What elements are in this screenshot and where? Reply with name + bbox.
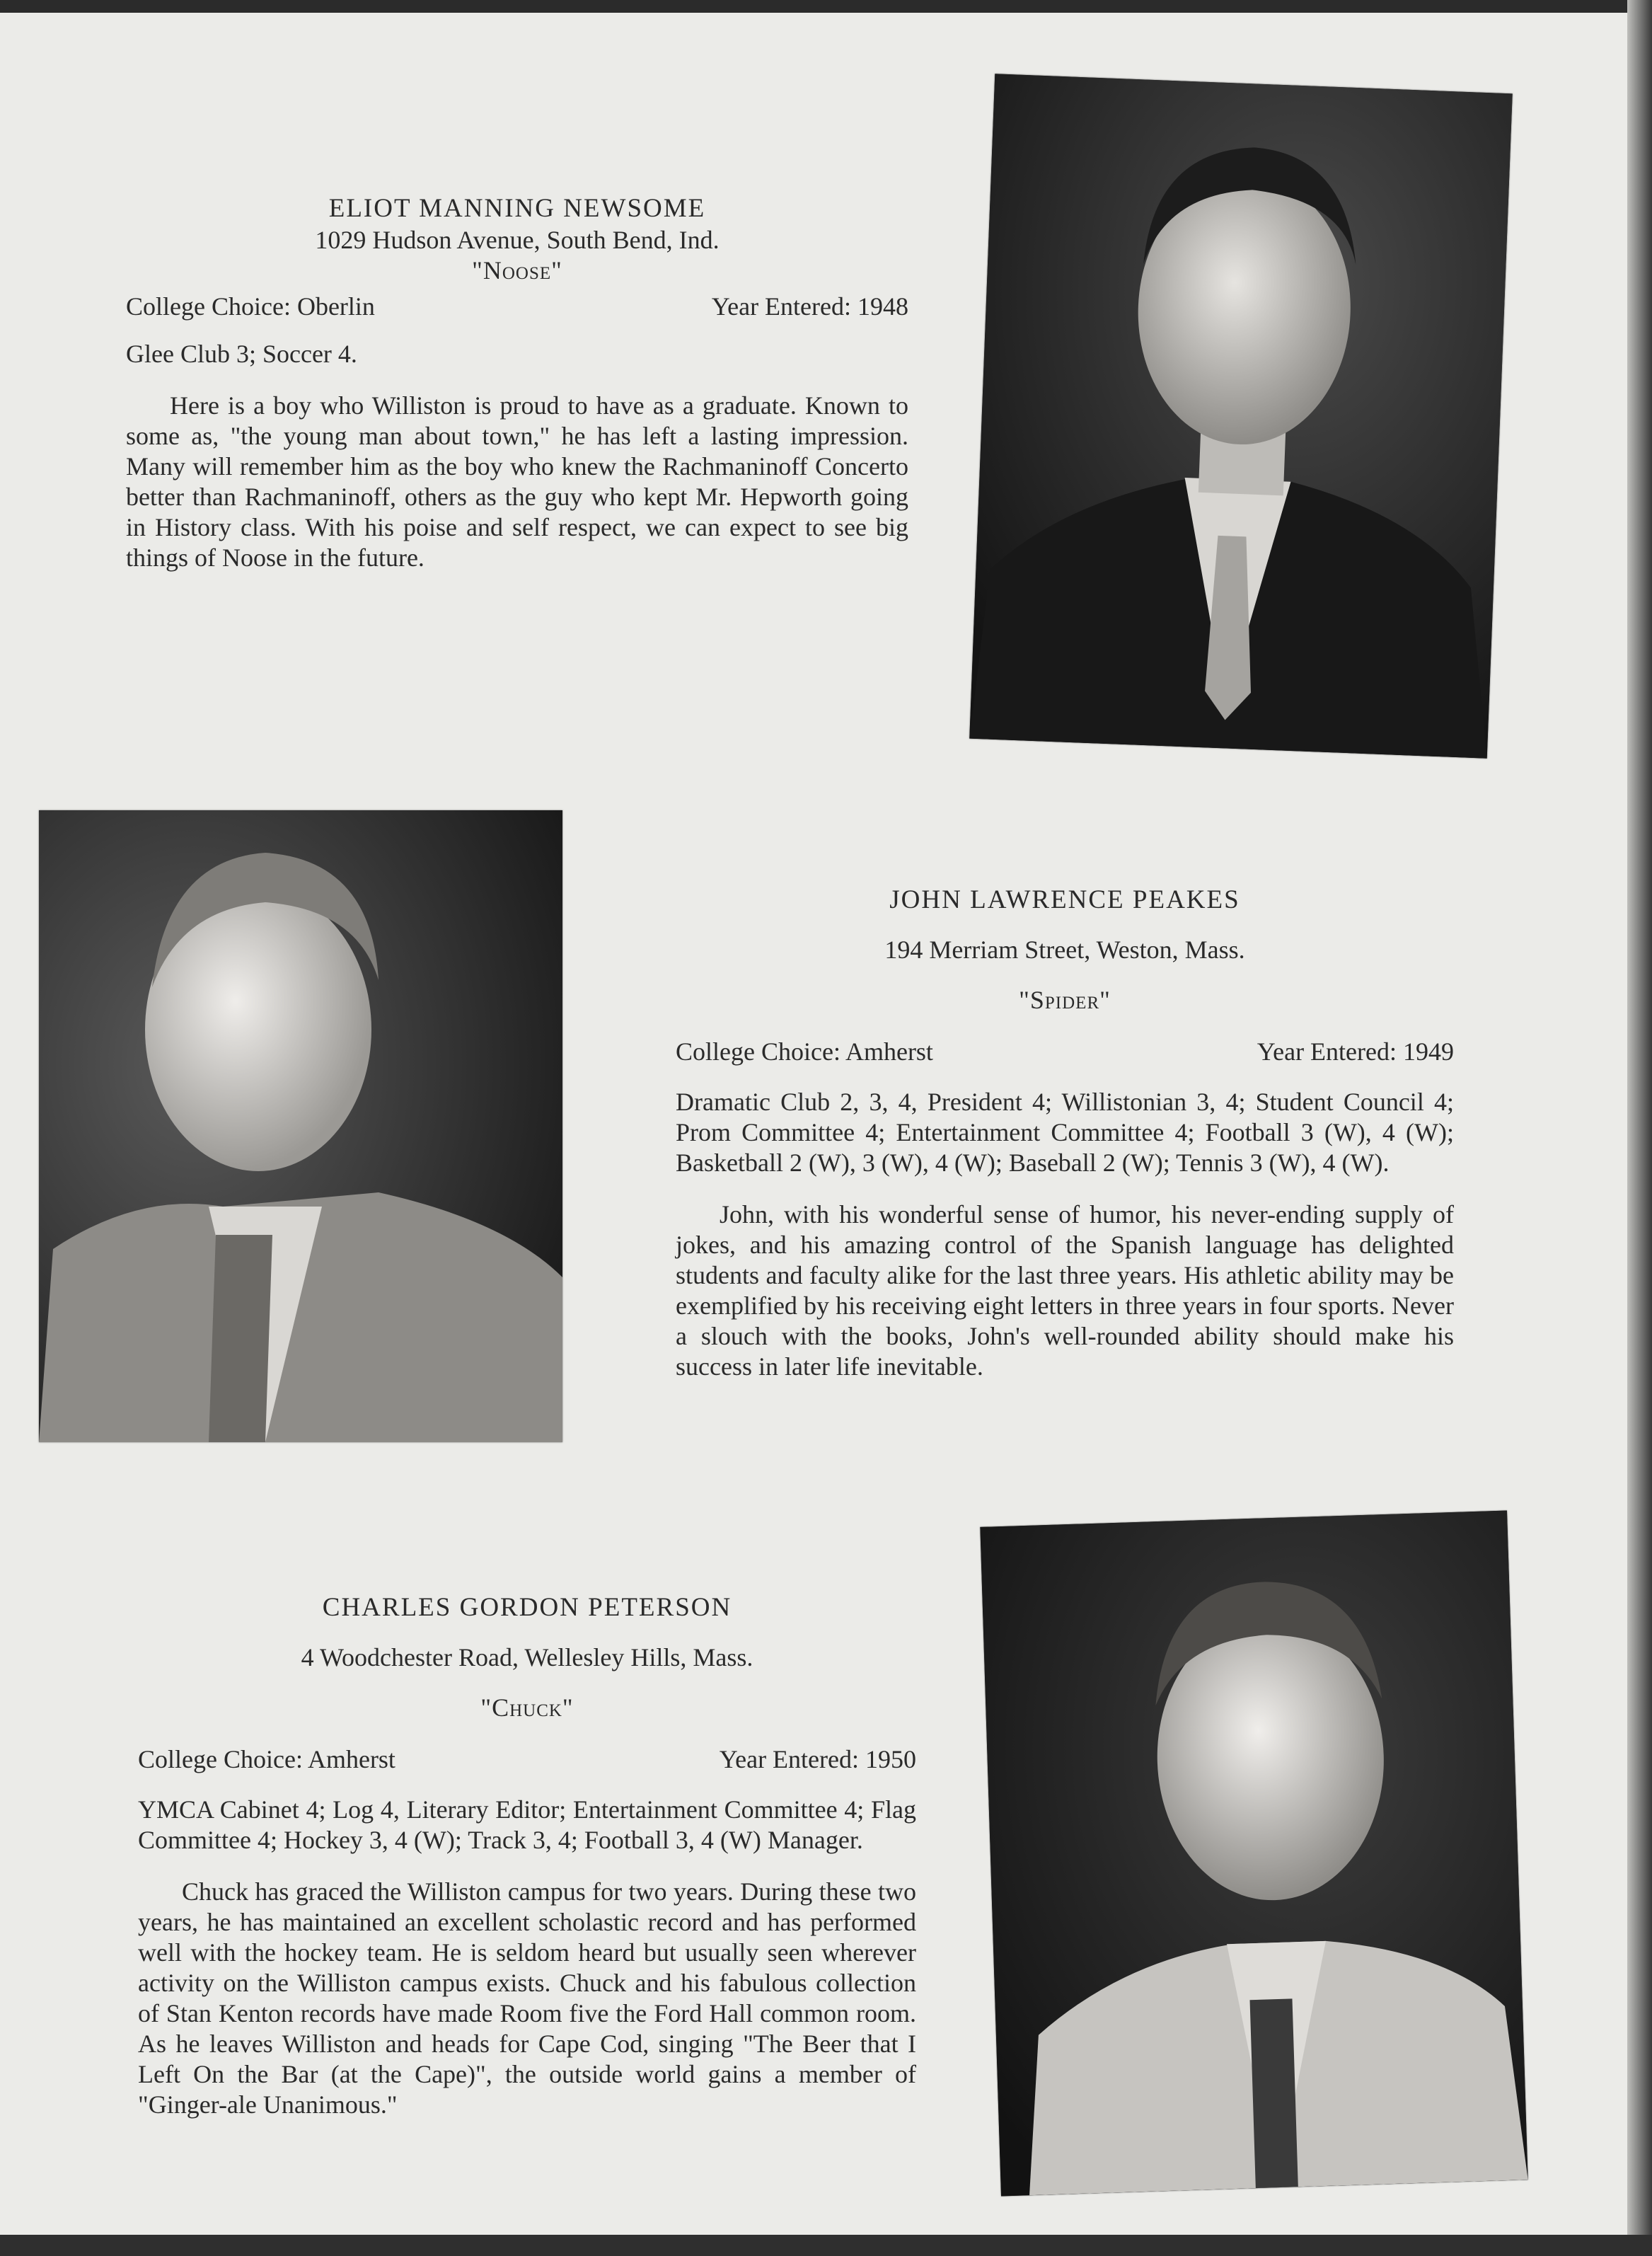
portrait-newsome-image: [969, 74, 1513, 758]
yearbook-page: [0, 13, 1627, 2235]
year-entered: Year Entered: 1948: [711, 292, 908, 321]
student-name: ELIOT MANNING NEWSOME: [328, 194, 706, 223]
biography: Chuck has graced the Williston campus for two years. During these two years, he has maintained an excellent scholastic record and has performed well with the hockey team. He is seldom heard but usually seen wherever activity on the Williston campus exists. Chuck and his fabulous collection of Stan Kenton records have made Room five the Ford Hall common room. As he leaves Williston and heads for Cape Cod, singing "The Beer that I Left On the Bar (at the Cape)", the outside world gains a member of "Ginger-ale Unanimous.": [138, 1877, 916, 2119]
portrait-peakes-image: [39, 810, 562, 1442]
biography: John, with his wonderful sense of humor, his never-ending supply of jokes, and his amazing control of the Spanish language has delighted students and faculty alike for the last three years. His athletic ability may be exemplified by his receiving eight letters in three years in four sports. Never a slouch with the books, John's well-rounded ability should make his success in later life inevitable.: [676, 1200, 1454, 1381]
portrait-photo-newsome: [969, 74, 1513, 758]
page-bottom-edge: [0, 2235, 1652, 2256]
activities: Glee Club 3; Soccer 4.: [126, 340, 357, 368]
student-name: JOHN LAWRENCE PEAKES: [889, 885, 1240, 914]
student-entry-peakes: [676, 885, 1454, 1382]
year-entered: Year Entered: 1949: [1257, 1037, 1454, 1066]
student-nickname: "Spider": [1019, 986, 1111, 1014]
college-year-row: [676, 1037, 1454, 1067]
activities: YMCA Cabinet 4; Log 4, Literary Editor; Entertainment Committee 4; Flag Committee 4; Hockey 3, 4 (W); Track 3, 4; Football 3, 4 (W) Manager.: [138, 1795, 916, 1854]
page-edge-shadow: [1627, 0, 1652, 2256]
student-name: CHARLES GORDON PETERSON: [322, 1593, 732, 1622]
activities: Dramatic Club 2, 3, 4, President 4; Willistonian 3, 4; Student Council 4; Prom Committee 4; Entertainment Committee 4; Football 3 (W), 4 (W); Basketball 2 (W), 3 (W), 4 (W); Baseball 2 (W); Tennis 3 (W), 4 (W).: [676, 1088, 1454, 1177]
student-address: 194 Merriam Street, Weston, Mass.: [884, 936, 1245, 964]
portrait-peterson-image: [980, 1511, 1527, 2197]
college-year-row: [138, 1744, 916, 1775]
college-choice: College Choice: Amherst: [676, 1037, 933, 1066]
portrait-photo-peterson: [980, 1511, 1527, 2197]
student-address: 4 Woodchester Road, Wellesley Hills, Mass.: [301, 1643, 753, 1671]
student-nickname: "Noose": [472, 256, 562, 284]
student-address: 1029 Hudson Avenue, South Bend, Ind.: [315, 226, 720, 254]
year-entered: Year Entered: 1950: [719, 1745, 916, 1773]
biography: Here is a boy who Williston is proud to have as a graduate. Known to some as, "the young man about town," he has left a lasting impression. Many will remember him as the boy who knew the Rachmaninoff Concerto better than Rachmaninoff, others as the guy who kept Mr. Hepworth going in History class. With his poise and self respect, we can expect to see big things of Noose in the future.: [126, 391, 908, 572]
student-entry-newsome: [126, 193, 908, 573]
college-choice: College Choice: Oberlin: [126, 292, 375, 321]
college-year-row: [126, 292, 908, 322]
student-entry-peterson: [138, 1592, 916, 2120]
portrait-photo-peakes: [39, 810, 562, 1442]
college-choice: College Choice: Amherst: [138, 1745, 395, 1773]
student-nickname: "Chuck": [480, 1693, 574, 1722]
